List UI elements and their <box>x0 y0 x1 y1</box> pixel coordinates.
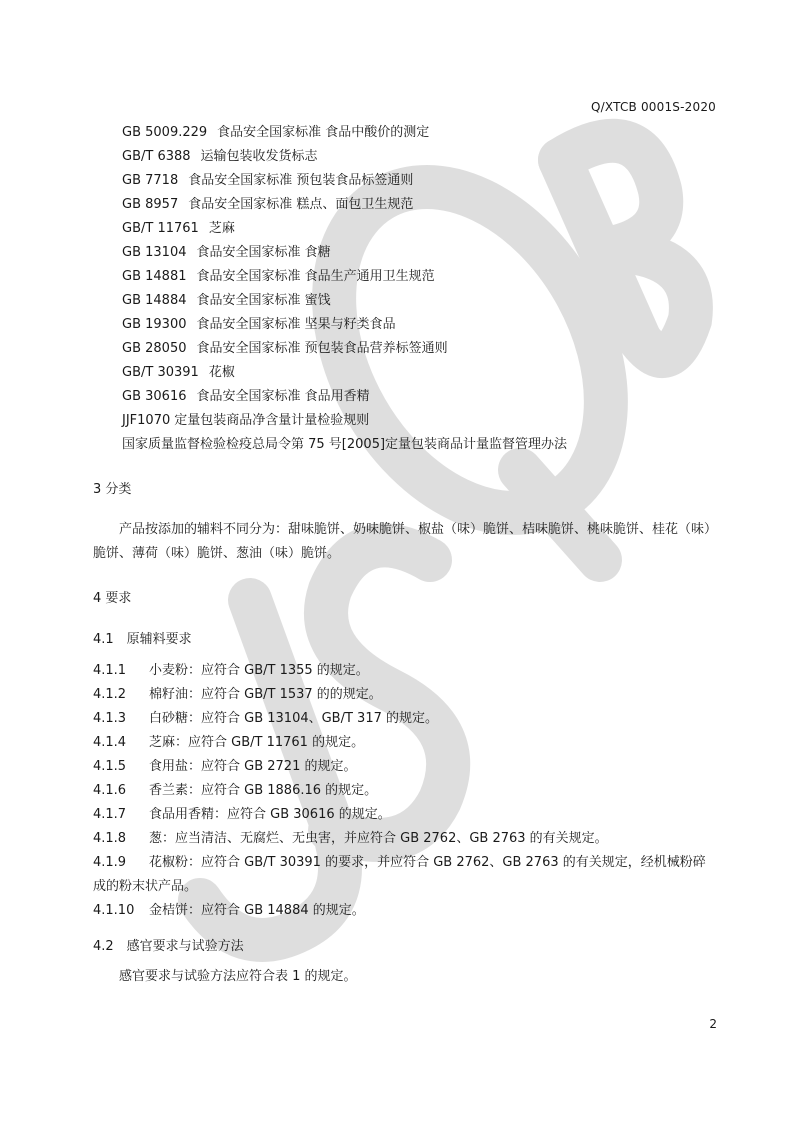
section-4-1-title: 4.1 原辅料要求 <box>93 632 192 647</box>
reference-item: GB 7718 食品安全国家标准 预包装食品标签通则 <box>122 173 414 188</box>
reference-item: GB 8957 食品安全国家标准 糕点、面包卫生规范 <box>122 197 414 212</box>
normative-references-list <box>122 123 713 459</box>
raw-material-requirements <box>93 659 713 923</box>
reference-item: GB 30616 食品安全国家标准 食品用香精 <box>122 389 370 404</box>
reference-item: JJF1070 定量包装商品净含量计量检验规则 <box>122 413 370 428</box>
requirement-item: 4.1.8 葱：应当清洁、无腐烂、无虫害，并应符合 GB 2762、GB 2763 的有关规定。 <box>93 831 608 846</box>
requirement-item: 4.1.1 小麦粉：应符合 GB/T 1355 的规定。 <box>93 663 369 678</box>
requirement-item: 4.1.10 金桔饼：应符合 GB 14884 的规定。 <box>93 903 365 918</box>
section-4-title: 4 要求 <box>93 591 132 606</box>
page-number: 2 <box>709 1017 717 1031</box>
requirement-item: 4.1.4 芝麻：应符合 GB/T 11761 的规定。 <box>93 735 365 750</box>
reference-item: GB/T 30391 花椒 <box>122 365 235 380</box>
document-code: Q/XTCB 0001S-2020 <box>591 100 716 114</box>
requirement-item: 4.1.6 香兰素：应符合 GB 1886.16 的规定。 <box>93 783 378 798</box>
reference-item: GB/T 11761 芝麻 <box>122 221 235 236</box>
section-4-2-text: 感官要求与试验方法应符合表 1 的规定。 <box>119 969 357 984</box>
reference-item: GB 13104 食品安全国家标准 食糖 <box>122 245 331 260</box>
section-4-2-title: 4.2 感官要求与试验方法 <box>93 939 244 954</box>
requirement-item: 4.1.7 食品用香精：应符合 GB 30616 的规定。 <box>93 807 391 822</box>
requirement-item: 4.1.5 食用盐：应符合 GB 2721 的规定。 <box>93 759 357 774</box>
requirement-item: 4.1.2 棉籽油：应符合 GB/T 1537 的的规定。 <box>93 687 382 702</box>
requirement-item: 4.1.3 白砂糖：应符合 GB 13104、GB/T 317 的规定。 <box>93 711 439 726</box>
section-3-text: 产品按添加的辅料不同分为：甜味脆饼、奶味脆饼、椒盐（味）脆饼、桔味脆饼、桃味脆饼、桂花（味）脆饼、薄荷（味）脆饼、葱油（味）脆饼。 <box>93 522 711 561</box>
reference-item: GB 28050 食品安全国家标准 预包装食品营养标签通则 <box>122 341 448 356</box>
reference-item: GB 5009.229 食品安全国家标准 食品中酸价的测定 <box>122 125 430 140</box>
requirement-item: 4.1.9 花椒粉：应符合 GB/T 30391 的要求，并应符合 GB 2762、GB 2763 的有关规定，经机械粉碎成的粉末状产品。 <box>93 855 706 894</box>
reference-item: GB/T 6388 运输包装收发货标志 <box>122 149 318 164</box>
reference-item: GB 14881 食品安全国家标准 食品生产通用卫生规范 <box>122 269 435 284</box>
reference-item: GB 14884 食品安全国家标准 蜜饯 <box>122 293 331 308</box>
reference-item: GB 19300 食品安全国家标准 坚果与籽类食品 <box>122 317 396 332</box>
section-3-title: 3 分类 <box>93 482 132 497</box>
reference-item: 国家质量监督检验检疫总局令第 75 号[2005]定量包装商品计量监督管理办法 <box>122 437 568 452</box>
